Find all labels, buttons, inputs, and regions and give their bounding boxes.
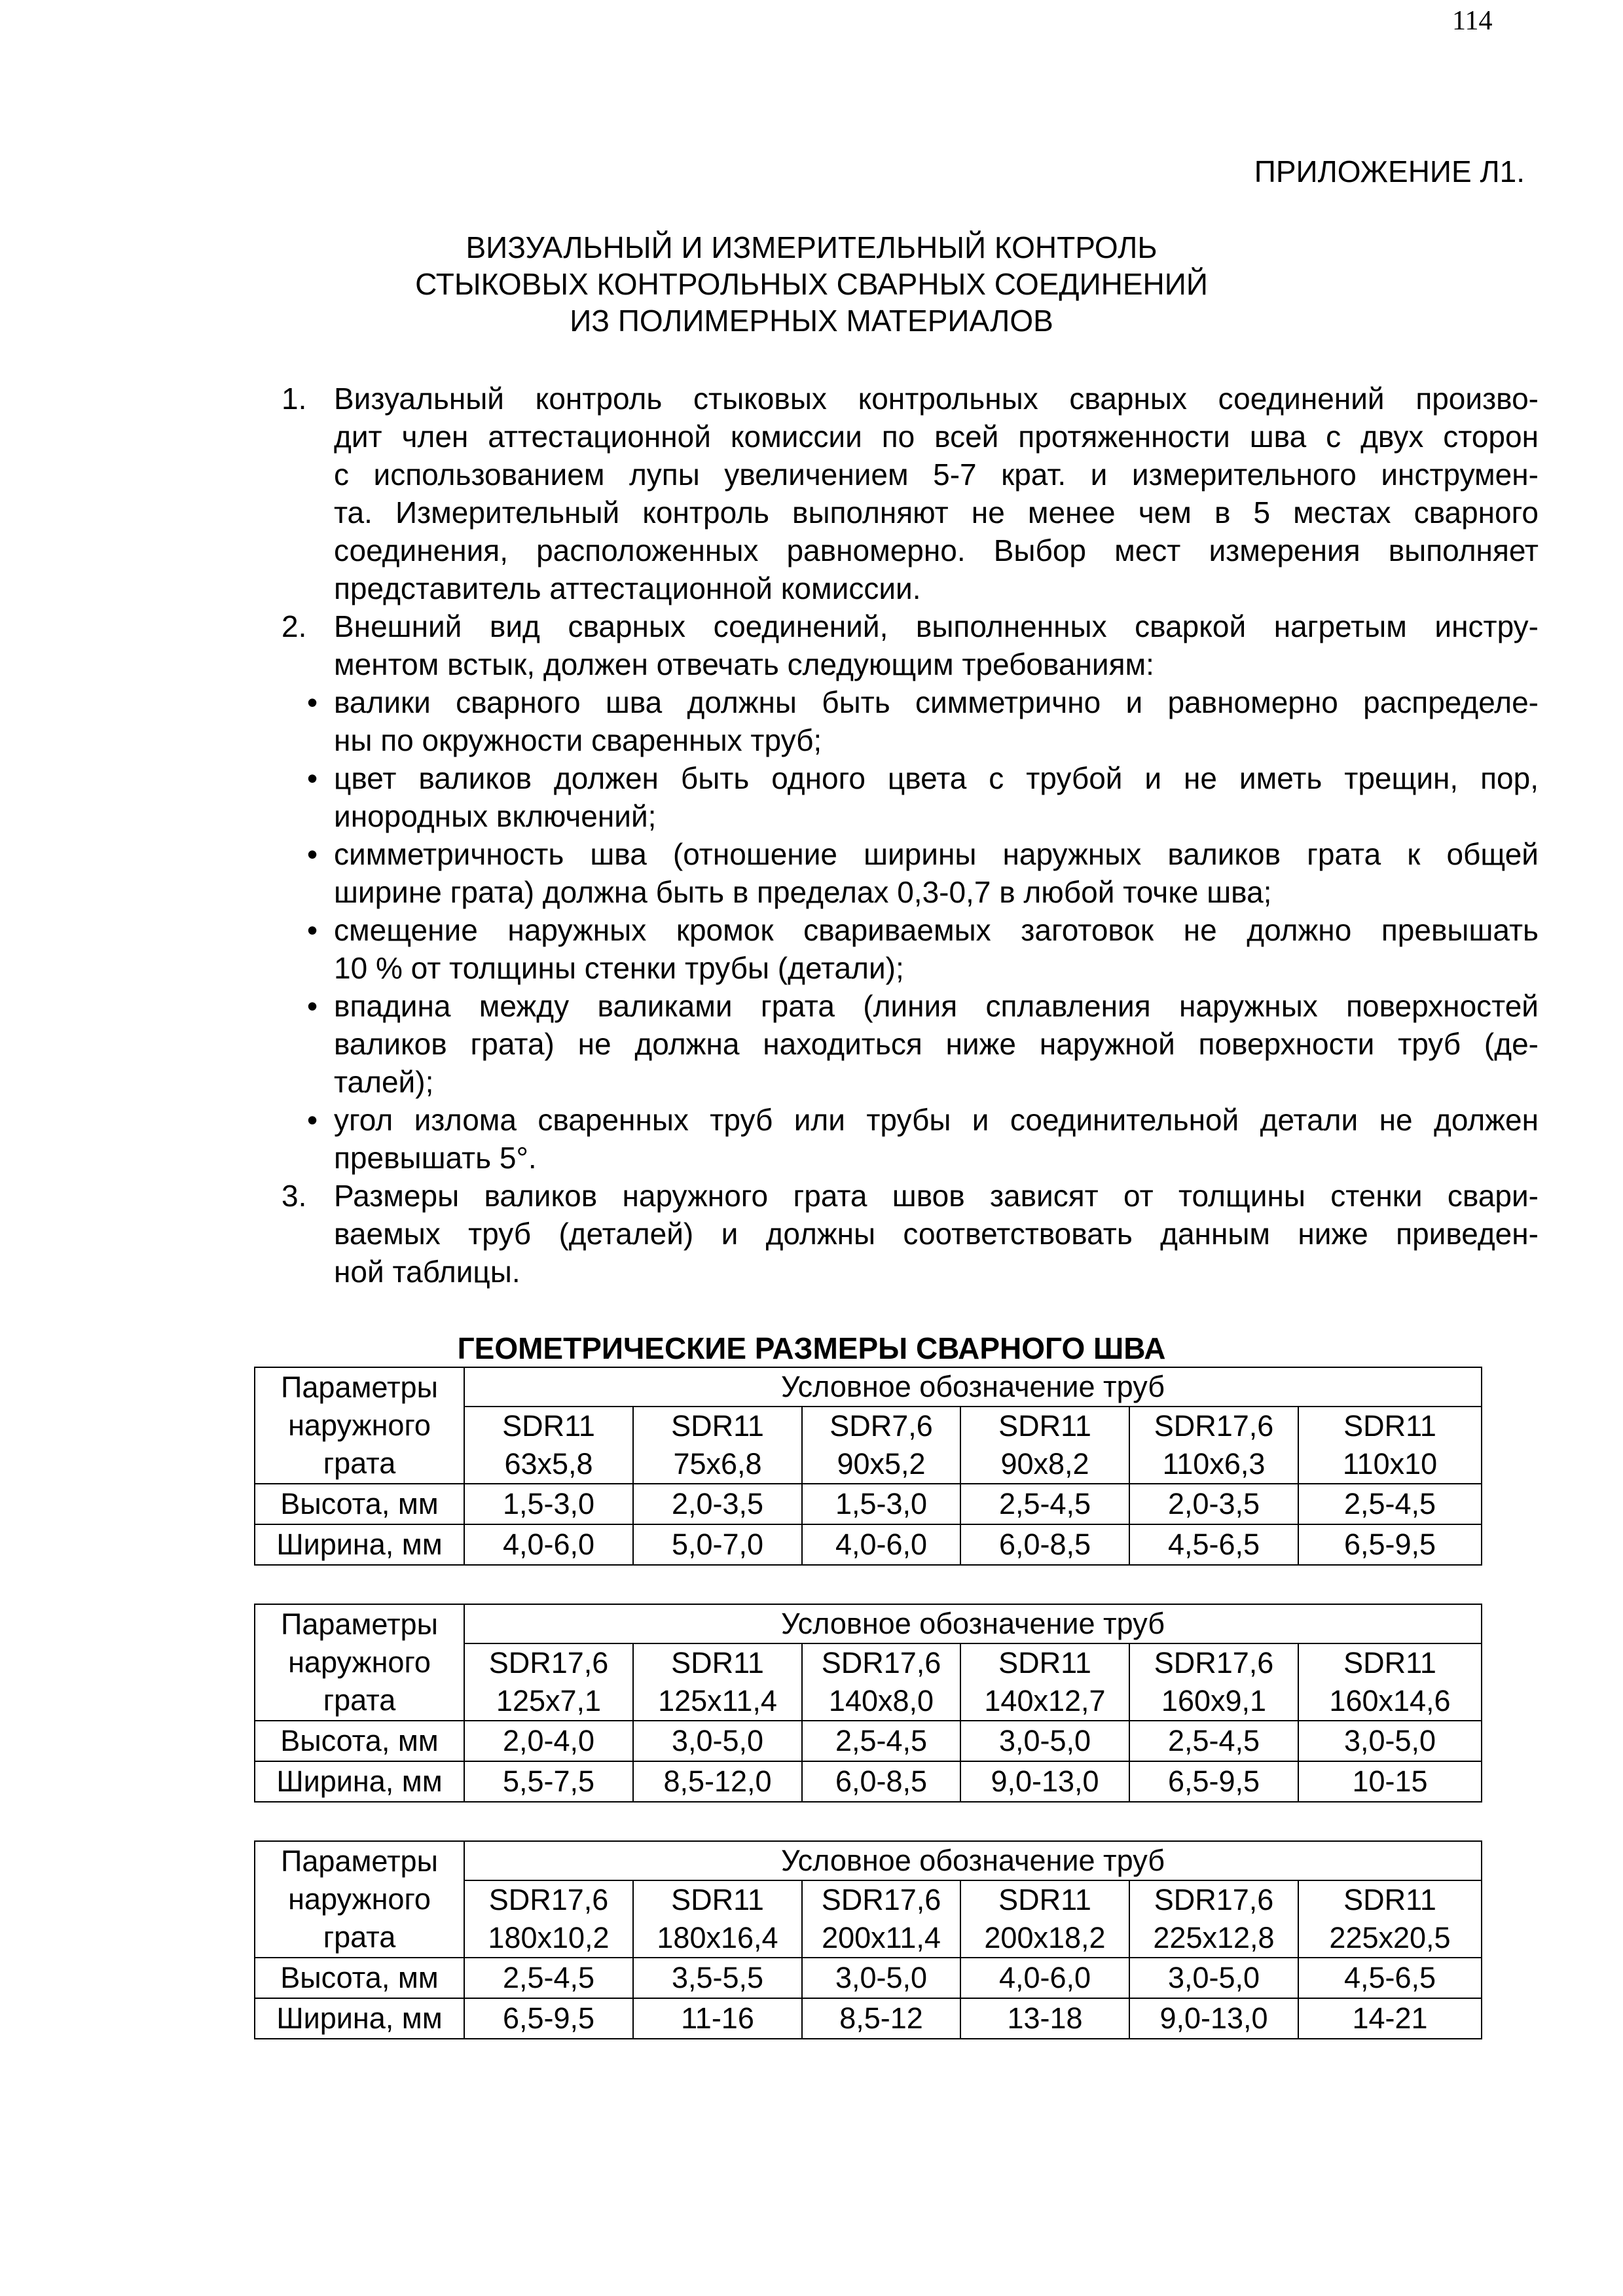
table-cell: 2,5-4,5	[1129, 1721, 1298, 1761]
weld-size-table	[254, 1840, 1482, 2039]
table-cell: 5,0-7,0	[633, 1524, 802, 1565]
pipe-size-label: 110х10	[1342, 1447, 1438, 1480]
page-number: 114	[1452, 6, 1493, 36]
pipe-column-header	[633, 1407, 802, 1484]
table-cell: 2,5-4,5	[1298, 1484, 1482, 1524]
param-header-line: грата	[323, 1446, 396, 1480]
table-cell: 4,5-6,5	[1129, 1524, 1298, 1565]
paragraph-line: валиков грата) не должна находиться ниже наружной поверхности труб (де-	[334, 1027, 1539, 1061]
paragraph-line: угол излома сваренных труб или трубы и соединительной детали не должен	[334, 1103, 1539, 1137]
paragraph-line: талей);	[334, 1065, 434, 1099]
paragraph-line: цвет валиков должен быть одного цвета с трубой и не иметь трещин, пор,	[334, 761, 1539, 795]
row-label: Высота, мм	[255, 1958, 464, 1998]
table-row	[255, 1484, 1482, 1524]
sdr-label: SDR11	[998, 1409, 1091, 1443]
sdr-label: SDR11	[998, 1883, 1091, 1916]
row-label: Ширина, мм	[255, 1761, 464, 1802]
table-cell: 8,5-12	[802, 1998, 960, 2039]
sdr-label: SDR11	[998, 1646, 1091, 1679]
table-cell: 11-16	[633, 1998, 802, 2039]
table-cell: 4,0-6,0	[960, 1958, 1129, 1998]
pipe-size-label: 180х10,2	[488, 1921, 610, 1954]
table-cell: 4,0-6,0	[464, 1524, 633, 1565]
paragraph-line: превышать 5°.	[334, 1141, 537, 1175]
table-cell: 5,5-7,5	[464, 1761, 633, 1802]
group-header-cell: Условное обозначение труб	[464, 1604, 1482, 1643]
table-cell: 3,0-5,0	[1129, 1958, 1298, 1998]
list-number: 3.	[282, 1179, 307, 1213]
table-cell: 2,0-3,5	[1129, 1484, 1298, 1524]
table-cell: 6,0-8,5	[802, 1761, 960, 1802]
title-line: СТЫКОВЫХ КОНТРОЛЬНЫХ СВАРНЫХ СОЕДИНЕНИЙ	[415, 267, 1208, 301]
paragraph-line: ной таблицы.	[334, 1255, 520, 1289]
pipe-column-header	[960, 1880, 1129, 1958]
sdr-label: SDR11	[1343, 1646, 1436, 1679]
title-line: ВИЗУАЛЬНЫЙ И ИЗМЕРИТЕЛЬНЫЙ КОНТРОЛЬ	[465, 230, 1158, 264]
table-cell: 2,5-4,5	[802, 1721, 960, 1761]
pipe-column-header	[464, 1407, 633, 1484]
table-cell: 6,5-9,5	[1129, 1761, 1298, 1802]
table-cell: 3,5-5,5	[633, 1958, 802, 1998]
pipe-column-header	[1129, 1880, 1298, 1958]
table-cell: 3,0-5,0	[1298, 1721, 1482, 1761]
paragraph-line: представитель аттестационной комиссии.	[334, 571, 921, 605]
pipe-size-label: 63х5,8	[504, 1447, 593, 1480]
paragraph-line: инородных включений;	[334, 799, 657, 833]
param-header-cell	[255, 1367, 464, 1484]
appendix-label: ПРИЛОЖЕНИЕ Л1.	[1254, 154, 1525, 188]
bullet-marker: •	[306, 685, 318, 719]
sdr-label: SDR17,6	[1154, 1883, 1274, 1916]
row-label: Ширина, мм	[255, 1524, 464, 1565]
table-title: ГЕОМЕТРИЧЕСКИЕ РАЗМЕРЫ СВАРНОГО ШВА	[457, 1331, 1166, 1365]
row-label: Ширина, мм	[255, 1998, 464, 2039]
list-number: 2.	[282, 609, 307, 643]
table-cell: 2,5-4,5	[464, 1958, 633, 1998]
sdr-label: SDR11	[671, 1646, 764, 1679]
sdr-label: SDR17,6	[488, 1646, 609, 1679]
row-label: Высота, мм	[255, 1484, 464, 1524]
paragraph-line: ширине грата) должна быть в пределах 0,3-0,7 в любой точке шва;	[334, 875, 1272, 909]
paragraph-line: впадина между валиками грата (линия сплавления наружных поверхностей	[334, 989, 1539, 1023]
pipe-size-label: 125х11,4	[658, 1684, 777, 1717]
paragraph-line: валики сварного шва должны быть симметрично и равномерно распределе-	[334, 685, 1539, 719]
pipe-size-label: 225х12,8	[1153, 1921, 1275, 1954]
param-header-cell	[255, 1841, 464, 1958]
param-header-line: грата	[323, 1683, 396, 1717]
table-cell: 3,0-5,0	[633, 1721, 802, 1761]
weld-size-table	[254, 1367, 1482, 1566]
paragraph-line: ваемых труб (деталей) и должны соответствовать данным ниже приведен-	[334, 1217, 1539, 1251]
paragraph-line: Внешний вид сварных соединений, выполненных сваркой нагретым инстру-	[334, 609, 1539, 643]
pipe-size-label: 200х11,4	[822, 1921, 941, 1954]
table-cell: 14-21	[1298, 1998, 1482, 2039]
pipe-size-label: 160х9,1	[1161, 1684, 1267, 1717]
table-cell: 9,0-13,0	[1129, 1998, 1298, 2039]
pipe-size-label: 225х20,5	[1329, 1921, 1451, 1954]
pipe-column-header	[1298, 1643, 1482, 1721]
table-cell: 6,5-9,5	[1298, 1524, 1482, 1565]
pipe-size-label: 140х12,7	[984, 1684, 1106, 1717]
table-cell: 1,5-3,0	[802, 1484, 960, 1524]
table-cell: 13-18	[960, 1998, 1129, 2039]
paragraph-line: с использованием лупы увеличением 5-7 крат. и измерительного инструмен-	[334, 457, 1539, 492]
pipe-column-header	[802, 1407, 960, 1484]
table-row	[255, 1998, 1482, 2039]
param-header-line: грата	[323, 1920, 396, 1954]
sdr-label: SDR11	[671, 1883, 764, 1916]
param-header-line: Параметры	[281, 1607, 438, 1641]
group-header-cell: Условное обозначение труб	[464, 1841, 1482, 1880]
table-cell: 4,5-6,5	[1298, 1958, 1482, 1998]
table-cell: 3,0-5,0	[802, 1958, 960, 1998]
pipe-column-header	[1298, 1407, 1482, 1484]
pipe-column-header	[464, 1880, 633, 1958]
bullet-marker: •	[306, 1103, 318, 1137]
table-row	[255, 1958, 1482, 1998]
paragraph-line: ны по окружности сваренных труб;	[334, 723, 822, 757]
param-header-line: Параметры	[281, 1844, 438, 1878]
table-cell: 2,0-4,0	[464, 1721, 633, 1761]
group-header-cell: Условное обозначение труб	[464, 1367, 1482, 1407]
sdr-label: SDR17,6	[821, 1883, 941, 1916]
paragraph-line: Визуальный контроль стыковых контрольных сварных соединений произво-	[334, 382, 1539, 416]
paragraph-line: та. Измерительный контроль выполняют не менее чем в 5 местах сварного	[334, 495, 1539, 529]
table-cell: 6,0-8,5	[960, 1524, 1129, 1565]
param-header-cell	[255, 1604, 464, 1721]
paragraph-line: дит член аттестационной комиссии по всей протяженности шва с двух сторон	[334, 420, 1539, 454]
pipe-size-label: 75х6,8	[673, 1447, 762, 1480]
pipe-column-header	[464, 1643, 633, 1721]
param-header-line: наружного	[288, 1882, 431, 1916]
pipe-size-label: 200х18,2	[984, 1921, 1106, 1954]
sdr-label: SDR17,6	[488, 1883, 609, 1916]
list-number: 1.	[282, 382, 307, 416]
paragraph-line: соединения, расположенных равномерно. Выбор мест измерения выполняет	[334, 533, 1539, 567]
paragraph-line: Размеры валиков наружного грата швов зависят от толщины стенки свари-	[334, 1179, 1539, 1213]
pipe-column-header	[1129, 1643, 1298, 1721]
pipe-size-label: 140х8,0	[828, 1684, 934, 1717]
pipe-size-label: 90х8,2	[1000, 1447, 1089, 1480]
sdr-label: SDR17,6	[1154, 1409, 1274, 1443]
pipe-size-label: 160х14,6	[1329, 1684, 1451, 1717]
table-cell: 8,5-12,0	[633, 1761, 802, 1802]
param-header-line: Параметры	[281, 1371, 438, 1404]
table-cell: 1,5-3,0	[464, 1484, 633, 1524]
pipe-column-header	[960, 1407, 1129, 1484]
table-cell: 10-15	[1298, 1761, 1482, 1802]
bullet-marker: •	[306, 761, 318, 795]
table-row	[255, 1721, 1482, 1761]
sdr-label: SDR17,6	[1154, 1646, 1274, 1679]
bullet-marker: •	[306, 837, 318, 871]
pipe-column-header	[802, 1880, 960, 1958]
row-label: Высота, мм	[255, 1721, 464, 1761]
sdr-label: SDR11	[1343, 1883, 1436, 1916]
table-cell: 9,0-13,0	[960, 1761, 1129, 1802]
bullet-marker: •	[306, 989, 318, 1023]
sdr-label: SDR17,6	[821, 1646, 941, 1679]
pipe-size-label: 110х6,3	[1162, 1447, 1266, 1480]
param-header-line: наружного	[288, 1408, 431, 1442]
sdr-label: SDR11	[671, 1409, 764, 1443]
pipe-size-label: 180х16,4	[657, 1921, 778, 1954]
bullet-marker: •	[306, 913, 318, 947]
pipe-column-header	[1298, 1880, 1482, 1958]
paragraph-line: смещение наружных кромок свариваемых заготовок не должно превышать	[334, 913, 1539, 947]
pipe-column-header	[1129, 1407, 1298, 1484]
table-cell: 2,0-3,5	[633, 1484, 802, 1524]
paragraph-line: симметричность шва (отношение ширины наружных валиков грата к общей	[334, 837, 1539, 871]
table-cell: 6,5-9,5	[464, 1998, 633, 2039]
pipe-size-label: 90х5,2	[837, 1447, 926, 1480]
table-cell: 3,0-5,0	[960, 1721, 1129, 1761]
document-title	[0, 229, 1623, 339]
weld-size-table	[254, 1604, 1482, 1803]
sdr-label: SDR7,6	[830, 1409, 933, 1443]
pipe-size-label: 125х7,1	[496, 1684, 602, 1717]
table-row	[255, 1761, 1482, 1802]
pipe-column-header	[802, 1643, 960, 1721]
sdr-label: SDR11	[502, 1409, 595, 1443]
table-row	[255, 1524, 1482, 1565]
paragraph-line: 10 % от толщины стенки трубы (детали);	[334, 951, 904, 985]
param-header-line: наружного	[288, 1645, 431, 1679]
pipe-column-header	[960, 1643, 1129, 1721]
table-cell: 4,0-6,0	[802, 1524, 960, 1565]
pipe-column-header	[633, 1643, 802, 1721]
pipe-column-header	[633, 1880, 802, 1958]
title-line: ИЗ ПОЛИМЕРНЫХ МАТЕРИАЛОВ	[570, 304, 1053, 338]
sdr-label: SDR11	[1343, 1409, 1436, 1443]
table-cell: 2,5-4,5	[960, 1484, 1129, 1524]
paragraph-line: ментом встык, должен отвечать следующим требованиям:	[334, 647, 1154, 681]
